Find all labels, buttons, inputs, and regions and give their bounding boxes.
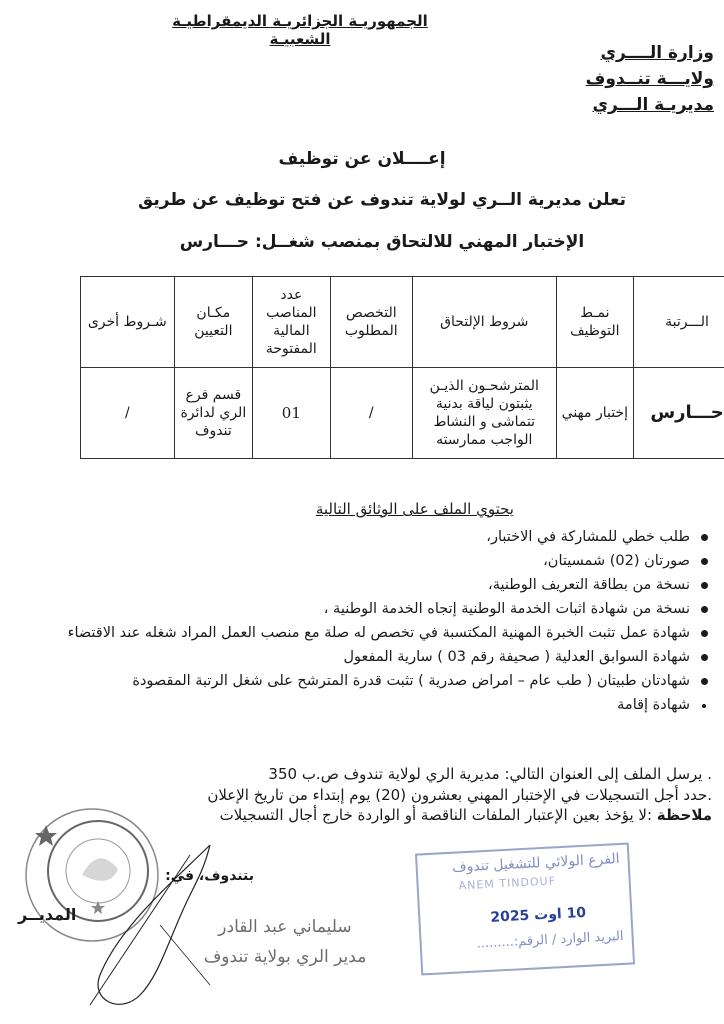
table-row <box>81 368 724 459</box>
bullet-icon <box>701 630 708 637</box>
list-item: شهادة السوابق العدلية ( صحيفة رقم 03 ) سارية المفعول <box>12 646 712 669</box>
list-item: نسخة من شهادة اثبات الخدمة الوطنية إتجاه الخدمة الوطنية ، <box>12 598 712 621</box>
documents-heading: يحتوي الملف على الوثائق التالية <box>315 500 514 518</box>
announcement-post: الإختبار المهني للالتحاق بمنصب شغــل: حـــارس <box>179 232 585 252</box>
documents-list <box>12 526 712 718</box>
note-label: ملاحظة <box>656 806 712 824</box>
bullet-icon <box>701 678 708 685</box>
stamp-date: 10 اوت 2025 <box>489 904 587 926</box>
header-rank: الـــرتبة <box>634 277 724 368</box>
ministry-name: وزارة الــــري <box>600 43 714 63</box>
list-item: شهادة إقامة <box>12 694 712 717</box>
cell-assignment-place: قسم فرع الري لدائرة تندوف <box>174 368 252 459</box>
header-positions-count: عدد المناصب المالية المفتوحة <box>253 277 331 368</box>
header-other-conditions: شـروط أخرى <box>81 277 175 368</box>
wilaya-name: ولايـــة تنــدوف <box>585 69 714 89</box>
mailing-address: . يرسل الملف إلى العنوان التالي: مديرية الري لولاية تندوف ص.ب 350 <box>268 765 712 783</box>
bullet-icon <box>702 704 706 708</box>
bullet-icon <box>701 606 708 613</box>
signer-block <box>175 912 395 972</box>
header-conditions: شروط الإلتحاق <box>412 277 556 368</box>
list-item: شهادتان طبيتان ( طب عام – امراض صدرية ) تثبت قدرة المترشح على شغل الرتبة المقصودة <box>12 670 712 693</box>
stamp-inbox-number: البريد الوارد / الرقم:......... <box>476 928 624 952</box>
recruitment-table <box>80 276 724 459</box>
announcement-title: إعــــلان عن توظيف <box>278 149 446 169</box>
list-item: طلب خطي للمشاركة في الاختبار، <box>12 526 712 549</box>
note-text: :لا يؤخذ بعين الإعتبار الملفات الناقصة أو الواردة خارج أجال التسجيلات <box>219 806 657 824</box>
registration-deadline: .حدد أجل التسجيلات في الإختبار المهني بعشرون (20) يوم إبتداء من تاريخ الإعلان <box>207 786 712 804</box>
director-label: المديــر <box>18 905 77 924</box>
bullet-icon <box>701 654 708 661</box>
directorate-name: مديريـة الـــري <box>592 95 714 115</box>
signer-title: مدير الري بولاية تندوف <box>203 947 367 967</box>
list-item: نسخة من بطاقة التعريف الوطنية، <box>12 574 712 597</box>
cell-rank: حـــارس <box>634 368 724 459</box>
bullet-icon <box>701 534 708 541</box>
cell-conditions: المترشحـون الذيـن يثبتون لياقة بدنية تتماشى و النشاط الواجب ممارسته <box>412 368 556 459</box>
list-item: صورتان (02) شمسيتان، <box>12 550 712 573</box>
cell-specialty: / <box>330 368 412 459</box>
bullet-icon <box>701 558 708 565</box>
republic-header: الجمهوريـة الجزائريـة الديمقراطيـة الشعبيـة <box>172 12 428 48</box>
bullet-icon <box>701 582 708 589</box>
list-item: شهادة عمل تثبت الخبرة المهنية المكتسبة في تخصص له صلة مع منصب العمل المراد شغله عند الاقتضاء <box>12 622 712 645</box>
reception-stamp <box>415 842 635 975</box>
header-recruitment-type: نمـط التوظيف <box>556 277 633 368</box>
signer-name: سليماني عبد القادر <box>218 917 352 937</box>
announcement-subtitle: تعلن مديرية الــري لولاية تندوف عن فتح توظيف عن طريق <box>138 190 626 210</box>
table-header-row <box>81 277 724 368</box>
place-and-date: بتندوف، في: <box>165 868 254 884</box>
cell-recruitment-type: إختبار مهني <box>556 368 633 459</box>
stamp-agency-latin: ANEM TINDOUF <box>458 874 557 893</box>
cell-positions-count: 01 <box>253 368 331 459</box>
stamp-agency: الفرع الولائي للتشغيل تندوف <box>451 850 620 876</box>
cell-other-conditions: / <box>81 368 175 459</box>
organization-block <box>554 40 714 118</box>
header-assignment-place: مكـان التعيين <box>174 277 252 368</box>
header-specialty: التخصص المطلوب <box>330 277 412 368</box>
